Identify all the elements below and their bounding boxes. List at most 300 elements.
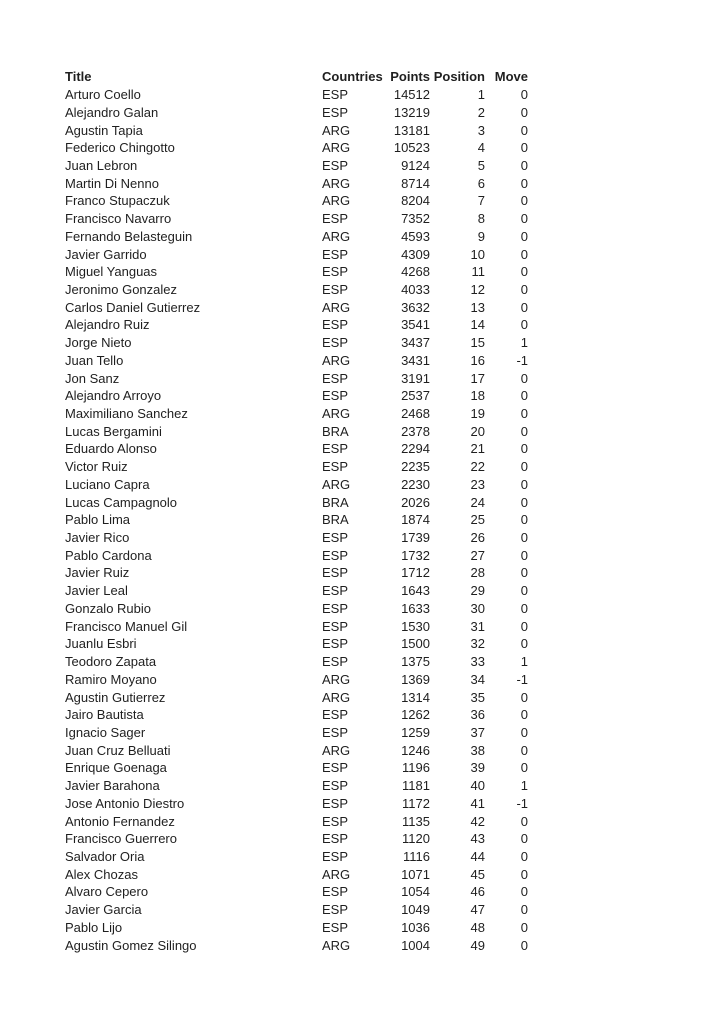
cell-title: Juanlu Esbri bbox=[65, 636, 137, 652]
cell-position: 46 bbox=[470, 884, 485, 900]
table-row bbox=[65, 174, 528, 192]
cell-position: 49 bbox=[470, 937, 485, 953]
cell-move: 0 bbox=[520, 476, 528, 492]
cell-title: Juan Lebron bbox=[65, 157, 138, 173]
table-row bbox=[65, 688, 528, 706]
table-row bbox=[65, 635, 528, 653]
table-row bbox=[65, 334, 528, 352]
cell-countries: ESP bbox=[322, 760, 349, 776]
cell-title: Pablo Cardona bbox=[65, 547, 152, 563]
cell-countries: ESP bbox=[322, 388, 349, 404]
cell-points: 2378 bbox=[401, 423, 430, 439]
cell-position: 34 bbox=[470, 671, 485, 687]
cell-points: 3541 bbox=[401, 317, 430, 333]
cell-title: Jeronimo Gonzalez bbox=[65, 281, 177, 297]
cell-countries: ESP bbox=[322, 884, 349, 900]
cell-title: Juan Tello bbox=[65, 352, 124, 368]
cell-position: 9 bbox=[477, 228, 485, 244]
table-row bbox=[65, 405, 528, 423]
cell-move: 0 bbox=[520, 600, 528, 616]
cell-countries: ARG bbox=[322, 228, 351, 244]
cell-position: 14 bbox=[470, 317, 485, 333]
cell-move: 0 bbox=[520, 140, 528, 156]
cell-title: Pablo Lijo bbox=[65, 919, 123, 935]
table-row bbox=[65, 157, 528, 175]
cell-move: 0 bbox=[520, 724, 528, 740]
cell-position: 45 bbox=[470, 866, 485, 882]
cell-points: 1262 bbox=[401, 707, 430, 723]
cell-title: Ramiro Moyano bbox=[65, 671, 157, 687]
table-row bbox=[65, 281, 528, 299]
cell-countries: ESP bbox=[322, 317, 349, 333]
ranking-table bbox=[65, 68, 528, 954]
table-row bbox=[65, 600, 528, 618]
cell-points: 1500 bbox=[401, 636, 430, 652]
cell-countries: ARG bbox=[322, 140, 351, 156]
cell-title: Javier Garrido bbox=[65, 246, 147, 262]
cell-move: 1 bbox=[520, 654, 528, 670]
cell-position: 13 bbox=[470, 299, 485, 315]
cell-position: 4 bbox=[477, 140, 485, 156]
cell-position: 37 bbox=[470, 724, 485, 740]
cell-points: 2537 bbox=[401, 388, 430, 404]
cell-title: Pablo Lima bbox=[65, 512, 131, 528]
cell-countries: ESP bbox=[322, 919, 349, 935]
cell-move: 0 bbox=[520, 228, 528, 244]
cell-move: 0 bbox=[520, 565, 528, 581]
cell-countries: ARG bbox=[322, 866, 351, 882]
cell-countries: ARG bbox=[322, 689, 351, 705]
cell-title: Jose Antonio Diestro bbox=[65, 795, 185, 811]
cell-title: Javier Leal bbox=[65, 583, 128, 599]
cell-position: 19 bbox=[470, 406, 485, 422]
cell-move: 0 bbox=[520, 636, 528, 652]
header-title: Title bbox=[65, 69, 92, 85]
cell-points: 1116 bbox=[403, 848, 430, 864]
table-row bbox=[65, 316, 528, 334]
cell-move: 0 bbox=[520, 157, 528, 173]
cell-points: 2026 bbox=[401, 494, 430, 510]
cell-move: 0 bbox=[520, 848, 528, 864]
cell-countries: ESP bbox=[322, 654, 349, 670]
table-row bbox=[65, 121, 528, 139]
cell-position: 38 bbox=[470, 742, 485, 758]
table-header bbox=[65, 68, 528, 86]
document-page bbox=[65, 68, 528, 954]
cell-position: 31 bbox=[470, 618, 485, 634]
table-row bbox=[65, 582, 528, 600]
cell-points: 3632 bbox=[401, 299, 430, 315]
table-row bbox=[65, 564, 528, 582]
cell-move: 0 bbox=[520, 175, 528, 191]
cell-title: Maximiliano Sanchez bbox=[65, 406, 188, 422]
cell-points: 4593 bbox=[401, 228, 430, 244]
cell-countries: ESP bbox=[322, 370, 349, 386]
cell-title: Lucas Bergamini bbox=[65, 423, 162, 439]
cell-title: Carlos Daniel Gutierrez bbox=[65, 299, 201, 315]
cell-countries: ESP bbox=[322, 618, 349, 634]
cell-move: 0 bbox=[520, 547, 528, 563]
table-row bbox=[65, 670, 528, 688]
cell-points: 1259 bbox=[401, 724, 430, 740]
cell-points: 10523 bbox=[393, 140, 430, 156]
table-row bbox=[65, 103, 528, 121]
cell-points: 1172 bbox=[402, 795, 430, 811]
cell-points: 7352 bbox=[401, 211, 430, 227]
cell-position: 21 bbox=[470, 441, 485, 457]
cell-title: Agustin Tapia bbox=[65, 122, 143, 138]
cell-move: 0 bbox=[520, 122, 528, 138]
cell-move: 0 bbox=[520, 813, 528, 829]
cell-countries: ARG bbox=[322, 406, 351, 422]
cell-title: Ignacio Sager bbox=[65, 724, 146, 740]
cell-move: 0 bbox=[520, 406, 528, 422]
table-row bbox=[65, 192, 528, 210]
cell-points: 4033 bbox=[401, 281, 430, 297]
table-row bbox=[65, 865, 528, 883]
cell-position: 2 bbox=[477, 104, 485, 120]
cell-points: 13181 bbox=[393, 122, 430, 138]
table-row bbox=[65, 919, 528, 937]
cell-title: Alejandro Arroyo bbox=[65, 388, 162, 404]
cell-countries: BRA bbox=[322, 494, 349, 510]
cell-title: Franco Stupaczuk bbox=[65, 193, 170, 209]
table-row bbox=[65, 617, 528, 635]
table-row bbox=[65, 936, 528, 954]
cell-countries: ESP bbox=[322, 565, 349, 581]
cell-position: 42 bbox=[470, 813, 485, 829]
cell-position: 16 bbox=[470, 352, 485, 368]
cell-countries: ARG bbox=[322, 352, 351, 368]
cell-points: 1036 bbox=[401, 919, 430, 935]
table-row bbox=[65, 883, 528, 901]
cell-countries: ESP bbox=[322, 264, 349, 280]
cell-countries: BRA bbox=[322, 512, 349, 528]
cell-position: 28 bbox=[470, 565, 485, 581]
cell-position: 41 bbox=[470, 795, 485, 811]
table-row bbox=[65, 724, 528, 742]
cell-move: 0 bbox=[520, 760, 528, 776]
cell-position: 18 bbox=[470, 388, 485, 404]
cell-title: Francisco Guerrero bbox=[65, 831, 177, 847]
cell-move: 0 bbox=[520, 689, 528, 705]
cell-move: 0 bbox=[520, 742, 528, 758]
cell-countries: ESP bbox=[322, 636, 349, 652]
table-row bbox=[65, 86, 528, 104]
cell-points: 1004 bbox=[401, 937, 430, 953]
cell-points: 14512 bbox=[393, 87, 430, 103]
header-row bbox=[65, 68, 528, 86]
cell-position: 17 bbox=[470, 370, 485, 386]
cell-position: 35 bbox=[470, 689, 485, 705]
cell-move: 0 bbox=[520, 902, 528, 918]
cell-points: 1375 bbox=[401, 654, 430, 670]
cell-countries: ARG bbox=[322, 299, 351, 315]
cell-countries: ARG bbox=[322, 193, 351, 209]
cell-points: 4268 bbox=[401, 264, 430, 280]
table-row bbox=[65, 387, 528, 405]
cell-points: 2235 bbox=[401, 459, 430, 475]
cell-title: Javier Ruiz bbox=[65, 565, 130, 581]
cell-position: 39 bbox=[470, 760, 485, 776]
cell-countries: ESP bbox=[322, 583, 349, 599]
cell-move: 0 bbox=[520, 459, 528, 475]
table-row bbox=[65, 369, 528, 387]
cell-title: Antonio Fernandez bbox=[65, 813, 175, 829]
table-row bbox=[65, 245, 528, 263]
header-position: Position bbox=[433, 69, 485, 85]
cell-points: 1643 bbox=[401, 583, 430, 599]
cell-position: 40 bbox=[470, 778, 485, 794]
cell-countries: ARG bbox=[322, 476, 351, 492]
table-row bbox=[65, 830, 528, 848]
cell-position: 33 bbox=[470, 654, 485, 670]
cell-title: Alejandro Galan bbox=[65, 104, 159, 120]
cell-position: 12 bbox=[470, 281, 485, 297]
cell-title: Arturo Coello bbox=[65, 87, 141, 103]
table-row bbox=[65, 901, 528, 919]
cell-position: 23 bbox=[470, 476, 485, 492]
cell-position: 11 bbox=[471, 264, 485, 280]
cell-title: Salvador Oria bbox=[65, 848, 145, 864]
cell-countries: ESP bbox=[322, 831, 349, 847]
table-row bbox=[65, 706, 528, 724]
cell-position: 24 bbox=[470, 494, 485, 510]
cell-position: 3 bbox=[477, 122, 485, 138]
cell-move: 0 bbox=[520, 831, 528, 847]
cell-countries: BRA bbox=[322, 423, 349, 439]
cell-points: 1049 bbox=[401, 902, 430, 918]
cell-title: Javier Barahona bbox=[65, 778, 160, 794]
cell-points: 2294 bbox=[401, 441, 430, 457]
cell-move: 0 bbox=[520, 583, 528, 599]
table-row bbox=[65, 493, 528, 511]
cell-title: Francisco Manuel Gil bbox=[65, 618, 188, 634]
cell-position: 22 bbox=[470, 459, 485, 475]
cell-move: 0 bbox=[520, 618, 528, 634]
cell-title: Alvaro Cepero bbox=[65, 884, 149, 900]
cell-move: -1 bbox=[516, 352, 528, 368]
cell-countries: ARG bbox=[322, 122, 351, 138]
header-points: Points bbox=[390, 69, 430, 85]
table-row bbox=[65, 759, 528, 777]
cell-countries: ESP bbox=[322, 335, 349, 351]
cell-move: 0 bbox=[520, 193, 528, 209]
cell-countries: ESP bbox=[322, 211, 349, 227]
cell-position: 8 bbox=[477, 211, 485, 227]
cell-countries: ARG bbox=[322, 742, 351, 758]
cell-position: 20 bbox=[470, 423, 485, 439]
cell-move: 0 bbox=[520, 87, 528, 103]
cell-title: Federico Chingotto bbox=[65, 140, 175, 156]
cell-move: 0 bbox=[520, 866, 528, 882]
cell-title: Alejandro Ruiz bbox=[65, 317, 150, 333]
cell-points: 4309 bbox=[401, 246, 430, 262]
cell-position: 43 bbox=[470, 831, 485, 847]
cell-move: 0 bbox=[520, 919, 528, 935]
table-row bbox=[65, 458, 528, 476]
cell-position: 5 bbox=[477, 157, 485, 173]
cell-move: -1 bbox=[516, 795, 528, 811]
cell-position: 32 bbox=[470, 636, 485, 652]
cell-move: -1 bbox=[516, 671, 528, 687]
cell-title: Jorge Nieto bbox=[65, 335, 132, 351]
cell-countries: ESP bbox=[322, 441, 349, 457]
cell-title: Eduardo Alonso bbox=[65, 441, 157, 457]
cell-points: 3431 bbox=[401, 352, 430, 368]
table-row bbox=[65, 741, 528, 759]
cell-position: 44 bbox=[470, 848, 485, 864]
cell-position: 26 bbox=[470, 530, 485, 546]
cell-points: 1732 bbox=[401, 547, 430, 563]
cell-move: 0 bbox=[520, 423, 528, 439]
cell-countries: ESP bbox=[322, 795, 349, 811]
table-row bbox=[65, 529, 528, 547]
cell-title: Enrique Goenaga bbox=[65, 760, 167, 776]
cell-countries: ESP bbox=[322, 778, 349, 794]
cell-title: Agustin Gutierrez bbox=[65, 689, 166, 705]
table-row bbox=[65, 653, 528, 671]
cell-title: Victor Ruiz bbox=[65, 459, 128, 475]
cell-countries: ESP bbox=[322, 87, 349, 103]
cell-position: 1 bbox=[477, 87, 485, 103]
table-row bbox=[65, 777, 528, 795]
header-move: Move bbox=[494, 69, 528, 85]
cell-title: Fernando Belasteguin bbox=[65, 228, 193, 244]
cell-countries: ESP bbox=[322, 707, 349, 723]
cell-points: 8714 bbox=[401, 175, 430, 191]
table-row bbox=[65, 139, 528, 157]
cell-move: 0 bbox=[520, 299, 528, 315]
cell-move: 0 bbox=[520, 388, 528, 404]
cell-position: 10 bbox=[470, 246, 485, 262]
cell-countries: ESP bbox=[322, 600, 349, 616]
table-body bbox=[65, 86, 528, 954]
cell-move: 0 bbox=[520, 246, 528, 262]
cell-title: Jairo Bautista bbox=[65, 707, 144, 723]
cell-points: 8204 bbox=[401, 193, 430, 209]
table-row bbox=[65, 794, 528, 812]
cell-move: 0 bbox=[520, 530, 528, 546]
cell-position: 47 bbox=[470, 902, 485, 918]
cell-title: Javier Rico bbox=[65, 530, 130, 546]
cell-points: 1874 bbox=[401, 512, 430, 528]
cell-points: 1314 bbox=[401, 689, 430, 705]
table-row bbox=[65, 511, 528, 529]
cell-position: 29 bbox=[470, 583, 485, 599]
cell-points: 1530 bbox=[401, 618, 430, 634]
cell-points: 2468 bbox=[401, 406, 430, 422]
cell-countries: ARG bbox=[322, 671, 351, 687]
cell-move: 0 bbox=[520, 281, 528, 297]
cell-position: 25 bbox=[470, 512, 485, 528]
cell-position: 48 bbox=[470, 919, 485, 935]
cell-title: Francisco Navarro bbox=[65, 211, 172, 227]
cell-points: 2230 bbox=[401, 476, 430, 492]
cell-move: 0 bbox=[520, 937, 528, 953]
cell-points: 13219 bbox=[393, 104, 430, 120]
cell-points: 9124 bbox=[401, 157, 430, 173]
cell-title: Luciano Capra bbox=[65, 476, 150, 492]
cell-countries: ESP bbox=[322, 547, 349, 563]
cell-position: 6 bbox=[477, 175, 485, 191]
cell-title: Teodoro Zapata bbox=[65, 654, 157, 670]
cell-countries: ESP bbox=[322, 902, 349, 918]
cell-position: 7 bbox=[477, 193, 485, 209]
cell-move: 0 bbox=[520, 441, 528, 457]
table-row bbox=[65, 812, 528, 830]
cell-countries: ARG bbox=[322, 937, 351, 953]
cell-position: 27 bbox=[470, 547, 485, 563]
header-countries: Countries bbox=[322, 69, 383, 85]
table-row bbox=[65, 848, 528, 866]
table-row bbox=[65, 546, 528, 564]
cell-points: 1196 bbox=[402, 760, 430, 776]
cell-move: 0 bbox=[520, 512, 528, 528]
cell-points: 1054 bbox=[401, 884, 430, 900]
table-row bbox=[65, 440, 528, 458]
cell-countries: ESP bbox=[322, 104, 349, 120]
cell-countries: ARG bbox=[322, 175, 351, 191]
cell-points: 1135 bbox=[402, 813, 430, 829]
cell-title: Martin Di Nenno bbox=[65, 175, 159, 191]
cell-move: 1 bbox=[520, 778, 528, 794]
cell-points: 1712 bbox=[401, 565, 430, 581]
cell-countries: ESP bbox=[322, 724, 349, 740]
cell-move: 0 bbox=[520, 317, 528, 333]
cell-move: 0 bbox=[520, 494, 528, 510]
cell-move: 0 bbox=[520, 211, 528, 227]
cell-points: 1181 bbox=[402, 778, 430, 794]
cell-points: 1739 bbox=[401, 530, 430, 546]
cell-countries: ESP bbox=[322, 157, 349, 173]
cell-move: 1 bbox=[520, 335, 528, 351]
cell-move: 0 bbox=[520, 884, 528, 900]
cell-position: 36 bbox=[470, 707, 485, 723]
cell-points: 1120 bbox=[402, 831, 430, 847]
table-row bbox=[65, 476, 528, 494]
cell-move: 0 bbox=[520, 707, 528, 723]
cell-countries: ESP bbox=[322, 530, 349, 546]
cell-points: 3437 bbox=[401, 335, 430, 351]
cell-countries: ESP bbox=[322, 848, 349, 864]
cell-countries: ESP bbox=[322, 281, 349, 297]
cell-title: Jon Sanz bbox=[65, 370, 120, 386]
table-row bbox=[65, 352, 528, 370]
cell-countries: ESP bbox=[322, 246, 349, 262]
cell-countries: ESP bbox=[322, 459, 349, 475]
cell-title: Agustin Gomez Silingo bbox=[65, 937, 197, 953]
cell-title: Javier Garcia bbox=[65, 902, 142, 918]
table-row bbox=[65, 298, 528, 316]
cell-move: 0 bbox=[520, 264, 528, 280]
table-row bbox=[65, 210, 528, 228]
cell-points: 3191 bbox=[401, 370, 430, 386]
table-row bbox=[65, 422, 528, 440]
table-row bbox=[65, 263, 528, 281]
table-row bbox=[65, 227, 528, 245]
cell-countries: ESP bbox=[322, 813, 349, 829]
cell-title: Alex Chozas bbox=[65, 866, 138, 882]
cell-title: Juan Cruz Belluati bbox=[65, 742, 171, 758]
cell-move: 0 bbox=[520, 104, 528, 120]
cell-position: 30 bbox=[470, 600, 485, 616]
cell-points: 1071 bbox=[401, 866, 430, 882]
cell-position: 15 bbox=[470, 335, 485, 351]
cell-title: Miguel Yanguas bbox=[65, 264, 158, 280]
cell-title: Gonzalo Rubio bbox=[65, 600, 151, 616]
cell-points: 1246 bbox=[401, 742, 430, 758]
